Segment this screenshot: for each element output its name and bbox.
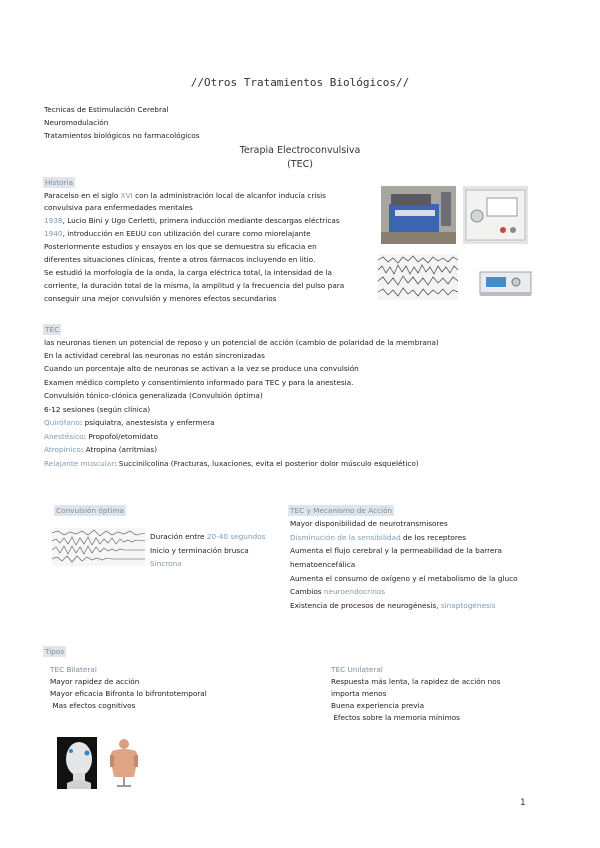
mecanismo-line: Existencia de procesos de neurogénesis, sinaptogénesis [290, 601, 496, 610]
convulsion-label: Convulsión óptima [56, 506, 124, 515]
historia-line: 1940, introducción en EEUU con utilización del curare como miorelajante [44, 229, 311, 238]
historia-line: corriente, la duración total de la misma, la amplitud y la frecuencia del pulso para [44, 281, 345, 290]
mecanismo-line: Disminución de la sensibilidad de los receptores [290, 533, 467, 542]
tec-line: Convulsión tónico-clónica generalizada (Convulsión óptima) [44, 391, 263, 400]
bilateral-label: TEC Bilateral [50, 665, 97, 674]
historia-label: Historia [45, 178, 74, 187]
unilateral-item: Respuesta más lenta, la rapidez de acción nos [331, 677, 501, 686]
mecanismo-label: TEC y Mecanismo de Acción [290, 506, 393, 515]
tec-label: TEC [45, 325, 60, 334]
tec-line: 6-12 sesiones (según clínica) [44, 405, 151, 414]
mecanismo-line: Mayor disponibilidad de neurotransmisores [290, 519, 448, 528]
bilateral-item: Mayor eficacia Bifronta lo bifrontotemporal [50, 689, 207, 698]
historia-line: diferentes situaciones clínicas, frente a otros fármacos incluyendo en litio. [44, 255, 316, 264]
bilateral-item: Mayor rapidez de acción [50, 677, 140, 686]
tec-line: Relajante muscular: Succinilcolina (Fracturas, luxaciones, evita el posterior dolor músculo esquelético) [44, 459, 419, 468]
ect-machine-photo [381, 186, 456, 244]
eeg-wave-icon [52, 528, 145, 566]
intro-line: Neuromodulación [44, 118, 109, 127]
section-heading: Terapia Electroconvulsiva [239, 145, 361, 156]
unilateral-item: Efectos sobre la memoria mínimos [331, 713, 460, 722]
historia-line: convulsiva para enfermedades mentales [44, 203, 193, 212]
convulsion-line: Inicio y terminación brusca [150, 546, 249, 555]
intro-line: Tratamientos biológicos no farmacológicos [44, 131, 200, 140]
head-icon [57, 737, 97, 789]
unilateral-item: importa menos [331, 689, 387, 698]
ect-machine-icon [381, 186, 456, 244]
tec-line: Cuando un porcentaje alto de neuronas se activan a la vez se produce una convulsión [44, 364, 359, 373]
historia-line: Posteriormente estudios y ensayos en los que se demuestra su eficacia en [44, 242, 317, 251]
tec-line: Atropínico: Atropina (arritmias) [44, 445, 158, 454]
eeg-wave-icon [378, 254, 458, 300]
torso-icon [104, 737, 144, 789]
convulsion-line: Síncrona [150, 559, 182, 568]
ect-device-photo [463, 186, 528, 244]
historia-line: 1938, Lucio Bini y Ugo Cerletti, primera inducción mediante descargas eléctricas [44, 216, 340, 225]
mecanismo-line: Aumenta el flujo cerebral y la permeabilidad de la barrera [290, 546, 502, 555]
tec-line: En la actividad cerebral las neuronas no están sincronizadas [44, 351, 265, 360]
head-electrodes-photo [57, 737, 97, 789]
tec-line: Examen médico completo y consentimiento informado para TEC y para la anestesia. [44, 378, 354, 387]
bilateral-item: Mas efectos cognitivos [50, 701, 136, 710]
ect-console-photo [478, 268, 533, 298]
mecanismo-line: hematoencefálica [290, 560, 356, 569]
tec-line: Anestésico: Propofol/etomidato [44, 432, 158, 441]
ect-console-icon [478, 268, 533, 298]
unilateral-label: TEC Unilateral [331, 665, 383, 674]
torso-photo [104, 737, 144, 789]
ect-device-icon [463, 186, 528, 244]
historia-line: conseguir una mejor convulsión y menores efectos secundarios [44, 294, 277, 303]
intro-line: Tecnicas de Estimulación Cerebral [44, 105, 169, 114]
section-subheading: (TEC) [287, 159, 313, 170]
unilateral-item: Buena experiencia previa [331, 701, 425, 710]
page-number: 1 [520, 798, 526, 808]
convulsion-eeg-photo [52, 528, 145, 566]
tipos-label: Tipos [45, 647, 65, 656]
mecanismo-line: Aumenta el consumo de oxígeno y el metabolismo de la gluco [290, 574, 518, 583]
eeg-trace-photo [378, 254, 458, 300]
convulsion-line: Duración entre 20-40 segundos [150, 532, 266, 541]
tec-line: Quirófano: psiquiatra, anestesista y enfermera [44, 418, 215, 427]
page-title: //Otros Tratamientos Biológicos// [190, 76, 410, 89]
historia-line: Paracelso en el siglo XVI con la administración local de alcanfor inducía crisis [44, 191, 326, 200]
tec-line: las neuronas tienen un potencial de reposo y un potencial de acción (cambio de polaridad de la membrana) [44, 338, 439, 347]
mecanismo-line: Cambios neuroendocrinos [290, 587, 386, 596]
historia-line: Se estudió la morfología de la onda, la carga eléctrica total, la intensidad de la [44, 268, 333, 277]
